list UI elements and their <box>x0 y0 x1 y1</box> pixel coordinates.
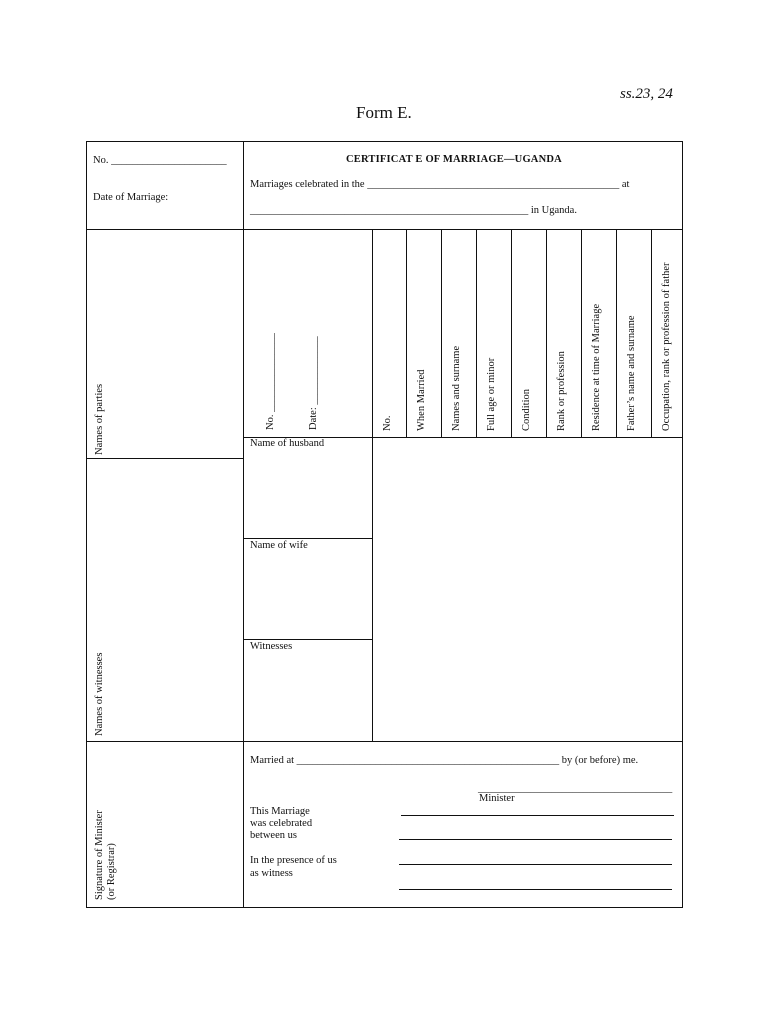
col-divider <box>476 229 477 437</box>
col-divider <box>616 229 617 437</box>
register-date-field[interactable]: Date: _____________ <box>308 336 319 430</box>
spouse-signature-line-2[interactable] <box>399 839 672 840</box>
minister-label: Minister <box>479 793 515 804</box>
parties-witnesses-divider <box>86 458 243 459</box>
minister-signature-line[interactable]: _____________________________________ <box>478 783 673 794</box>
name-of-husband-label: Name of husband <box>250 438 325 449</box>
this-marriage-line-2: was celebrated <box>250 818 313 829</box>
date-of-marriage-label: Date of Marriage: <box>93 192 169 203</box>
certificate-title: CERTIFICAT E OF MARRIAGE—UGANDA <box>346 154 562 165</box>
table-bottom-border <box>86 907 683 908</box>
column-header-fathers-name: Father’s name and surname <box>626 315 637 431</box>
this-marriage-line-3: between us <box>250 830 297 841</box>
col-divider <box>511 229 512 437</box>
column-header-no: No. <box>382 415 393 431</box>
married-at-field[interactable]: Married at __________________________________________________ by (or before) me. <box>250 755 639 766</box>
witness-signature-line-2[interactable] <box>399 889 672 890</box>
header-section-divider <box>86 229 683 230</box>
spouse-signature-line-1[interactable] <box>401 815 674 816</box>
column-header-residence: Residence at time of Marriage <box>591 303 602 431</box>
form-title: Form E. <box>356 103 412 122</box>
names-of-witnesses-label: Names of witnesses <box>94 652 105 736</box>
celebrated-in-field[interactable]: Marriages celebrated in the ________________________________________________ at <box>250 179 630 190</box>
location-field[interactable]: _____________________________________________________ in Uganda. <box>250 205 577 216</box>
table-right-border <box>682 141 683 907</box>
signature-section-divider <box>86 741 683 742</box>
presence-line-1: In the presence of us <box>250 855 337 866</box>
col-divider <box>581 229 582 437</box>
certificate-number-field[interactable]: No. ______________________ <box>93 155 227 166</box>
column-header-condition: Condition <box>521 388 532 431</box>
signature-of-minister-label <box>94 810 118 900</box>
register-divider <box>372 229 373 741</box>
col-divider <box>546 229 547 437</box>
column-header-names-and-surname: Names and surname <box>451 345 462 431</box>
witnesses-label: Witnesses <box>250 641 293 652</box>
col-divider <box>406 229 407 437</box>
names-of-parties-label: Names of parties <box>94 383 105 455</box>
column-header-fathers-occupation: Occupation, rank or profession of father <box>661 262 672 431</box>
this-marriage-line-1: This Marriage <box>250 806 310 817</box>
signature-label-line-1: Signature of Minister <box>94 810 105 900</box>
col-divider <box>651 229 652 437</box>
column-header-when-married: When Married <box>416 369 427 431</box>
section-reference: ss.23, 24 <box>620 86 673 102</box>
table-top-border <box>86 141 683 142</box>
label-column-divider <box>243 141 244 907</box>
witness-signature-line-1[interactable] <box>399 864 672 865</box>
col-divider <box>441 229 442 437</box>
register-number-field[interactable]: No. _______________ <box>265 333 276 430</box>
column-header-rank-or-profession: Rank or profession <box>556 351 567 431</box>
name-of-wife-label: Name of wife <box>250 540 308 551</box>
table-left-border <box>86 141 87 907</box>
column-header-full-age-or-minor: Full age or minor <box>486 357 497 431</box>
presence-line-2: as witness <box>250 868 293 879</box>
signature-label-line-2: (or Registrar) <box>106 843 117 900</box>
